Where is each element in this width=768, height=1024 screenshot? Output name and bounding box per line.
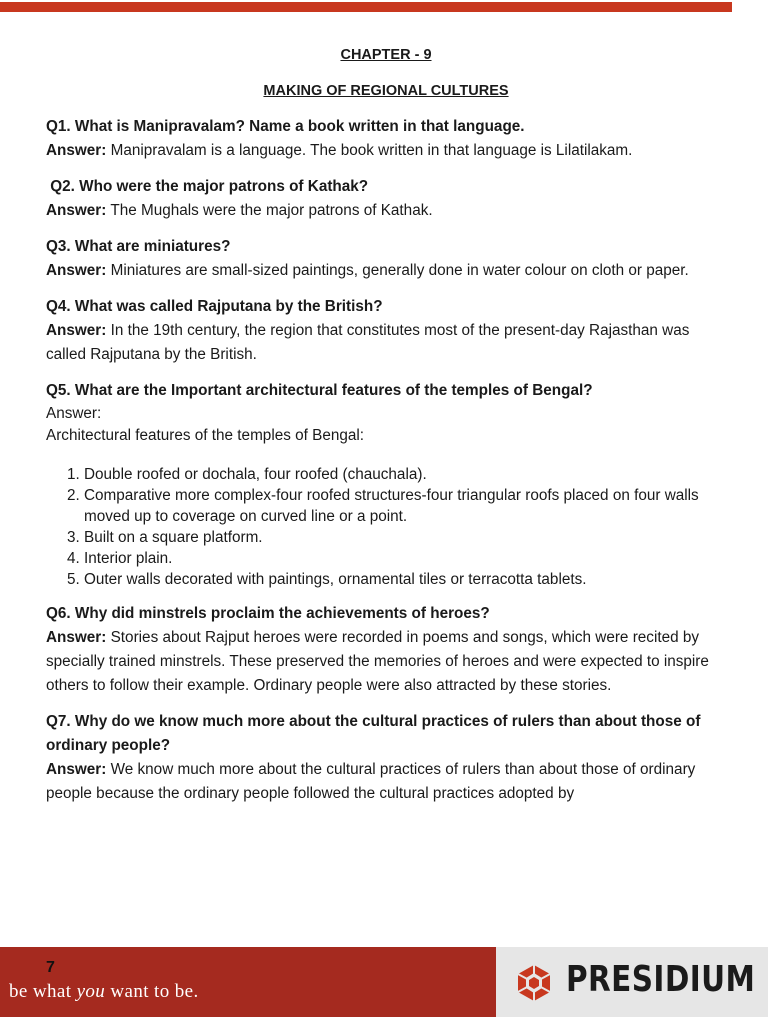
answer-label: Answer: [46,761,107,778]
answer-text: Stories about Rajput heroes were recorded in poems and songs, which were recited by specially trained minstrels. These preserved the memories of heroes and were expected to inspire others to follow their example. Ordinary people were also attracted by these stories. [46,629,709,694]
footer-tagline-band [0,947,496,1017]
question: Q4. What was called Rajputana by the British? [46,298,383,315]
answer [46,139,726,163]
top-accent-rule [0,2,732,12]
answer [46,199,726,223]
answer-text: In the 19th century, the region that constitutes most of the present-day Rajasthan was called Rajputana by the British. [46,322,690,363]
question: Q5. What are the Important architectural features of the temples of Bengal? [46,382,593,399]
chapter-heading: CHAPTER - 9 [340,47,432,63]
feature-list [46,464,726,590]
qa-item-6 [46,602,726,698]
tagline-text: be what [9,981,77,1002]
answer-label: Answer: [46,202,107,219]
page-number: 7 [46,959,55,976]
page-footer [0,947,768,1017]
list-item: 3. Built on a square platform. [84,527,726,548]
qa-item-1 [46,115,726,163]
answer [46,259,726,283]
qa-item-3 [46,235,726,283]
qa-item-4 [46,295,726,367]
answer [46,626,726,698]
tagline-emphasis: you [76,981,106,1002]
question: Q7. Why do we know much more about the cultural practices of rulers than about those of ordinary people? [46,713,701,754]
list-item: 5. Outer walls decorated with paintings, ornamental tiles or terracotta tablets. [84,569,726,590]
presidium-logo-icon [514,963,554,1003]
qa-item-2 [46,175,726,223]
answer-text: The Mughals were the major patrons of Kathak. [110,202,433,219]
question: Q3. What are miniatures? [46,238,231,255]
answer-text: Manipravalam is a language. The book written in that language is Lilatilakam. [110,142,633,159]
question: Q2. Who were the major patrons of Kathak? [46,178,369,195]
list-item: 2. Comparative more complex-four roofed structures-four triangular roofs placed on four walls moved up to coverage on curved line or a point. [84,485,726,527]
answer-label: Answer: [46,142,107,159]
question: Q1. What is Manipravalam? Name a book written in that language. [46,118,525,135]
answer [46,758,726,806]
chapter-title: MAKING OF REGIONAL CULTURES [263,83,509,99]
answer-label: Answer: [46,322,107,339]
qa-item-7 [46,710,726,806]
answer-label: Answer: [46,262,107,279]
list-item: 1. Double roofed or dochala, four roofed (chauchala). [84,464,726,485]
answer-label: Answer: [46,629,107,646]
question: Q6. Why did minstrels proclaim the achievements of heroes? [46,605,490,622]
tagline-text: want to be. [105,981,199,1002]
answer-text: Architectural features of the temples of Bengal: [46,427,365,444]
answer-text: Miniatures are small-sized paintings, generally done in water colour on cloth or paper. [110,262,689,279]
answer-label: Answer: [46,405,102,422]
brand-wordmark: PRESIDIUM [566,959,756,1000]
qa-item-5 [46,379,726,590]
answer [46,319,726,367]
tagline [9,981,199,1003]
footer-logo-band [496,947,768,1017]
list-item: 4. Interior plain. [84,548,726,569]
document-body [46,40,726,806]
answer-text: We know much more about the cultural practices of rulers than about those of ordinary people because the ordinary people followed the cultural practices adopted by [46,761,696,802]
